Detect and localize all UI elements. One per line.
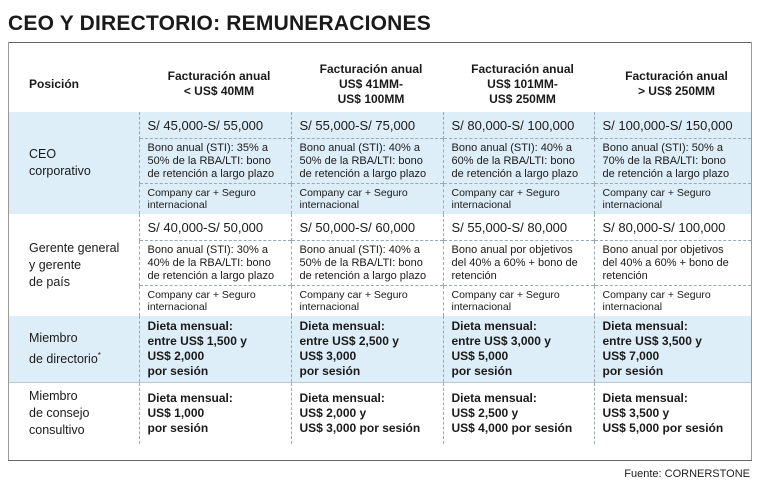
column-header-position: Posición	[29, 76, 80, 91]
table-row-gerente-salary	[9, 214, 751, 241]
row-label-directorio	[9, 316, 139, 382]
ceo-bonus-1: Bono anual (STI): 35% a 50% de la RBA/LTI: bono de retención a largo plazo	[139, 139, 291, 184]
table-row-directorio	[9, 316, 751, 382]
gerente-salary-3: S/ 55,000-S/ 80,000	[443, 214, 594, 241]
consejo-dieta-2: Dieta mensual: US$ 2,000 y US$ 3,000 por sesión	[291, 382, 443, 444]
row-label-directorio-text: Miembro de directorio	[29, 330, 98, 366]
gerente-bonus-1: Bono anual (STI): 30% a 40% de la RBA/LTI: bono de retención a largo plazo	[139, 241, 291, 286]
ceo-salary-3: S/ 80,000-S/ 100,000	[443, 112, 594, 139]
ceo-benefits-1: Company car + Seguro internacional	[139, 184, 291, 215]
column-header-tier-3: Facturación anual US$ 101MM- US$ 250MM	[471, 61, 574, 106]
source-credit: Fuente: CORNERSTONE	[624, 468, 750, 480]
consejo-dieta-4: Dieta mensual: US$ 3,500 y US$ 5,000 por sesión	[594, 382, 751, 444]
column-header-tier-1: Facturación anual < US$ 40MM	[167, 69, 271, 98]
gerente-salary-4: S/ 80,000-S/ 100,000	[594, 214, 751, 241]
ceo-salary-1: S/ 45,000-S/ 55,000	[139, 112, 291, 139]
gerente-salary-1: S/ 40,000-S/ 50,000	[139, 214, 291, 241]
ceo-bonus-4: Bono anual (STI): 50% a 70% de la RBA/LTI: bono de retención a largo plazo	[594, 139, 751, 184]
gerente-benefits-2: Company car + Seguro internacional	[291, 286, 443, 317]
row-label-consejo: Miembro de consejo consultivo	[9, 382, 139, 444]
table-header-row	[9, 56, 751, 112]
remuneration-table	[9, 56, 751, 444]
ceo-bonus-2: Bono anual (STI): 40% a 50% de la RBA/LTI: bono de retención a largo plazo	[291, 139, 443, 184]
gerente-benefits-4: Company car + Seguro internacional	[594, 286, 751, 317]
ceo-salary-4: S/ 100,000-S/ 150,000	[594, 112, 751, 139]
row-label-gerente: Gerente general y gerente de país	[29, 240, 120, 289]
bottom-rule	[8, 460, 752, 461]
directorio-dieta-4: Dieta mensual: entre US$ 3,500 y US$ 7,000 por sesión	[594, 316, 751, 382]
ceo-benefits-3: Company car + Seguro internacional	[443, 184, 594, 215]
gerente-benefits-3: Company car + Seguro internacional	[443, 286, 594, 317]
top-rule	[8, 42, 752, 43]
footnote-mark: *	[97, 350, 101, 360]
directorio-dieta-2: Dieta mensual: entre US$ 2,500 y US$ 3,000 por sesión	[291, 316, 443, 382]
ceo-benefits-4: Company car + Seguro internacional	[594, 184, 751, 215]
table-row-ceo-salary	[9, 112, 751, 139]
table-row-consejo	[9, 382, 751, 444]
gerente-bonus-2: Bono anual (STI): 40% a 50% de la RBA/LTI: bono de retención a largo plazo	[291, 241, 443, 286]
consejo-dieta-1: Dieta mensual: US$ 1,000 por sesión	[139, 382, 291, 444]
gerente-salary-2: S/ 50,000-S/ 60,000	[291, 214, 443, 241]
gerente-bonus-4: Bono anual por objetivos del 40% a 60% + bono de retención	[594, 241, 751, 286]
ceo-salary-2: S/ 55,000-S/ 75,000	[291, 112, 443, 139]
ceo-bonus-3: Bono anual (STI): 40% a 60% de la RBA/LTI: bono de retención a largo plazo	[443, 139, 594, 184]
column-header-tier-2: Facturación anual US$ 41MM- US$ 100MM	[319, 61, 423, 106]
ceo-benefits-2: Company car + Seguro internacional	[291, 184, 443, 215]
gerente-benefits-1: Company car + Seguro internacional	[139, 286, 291, 317]
gerente-bonus-3: Bono anual por objetivos del 40% a 60% + bono de retención	[443, 241, 594, 286]
directorio-dieta-1: Dieta mensual: entre US$ 1,500 y US$ 2,000 por sesión	[139, 316, 291, 382]
row-label-ceo: CEO corporativo	[29, 147, 91, 178]
frame-right	[751, 42, 752, 460]
page-title: CEO Y DIRECTORIO: REMUNERACIONES	[8, 12, 431, 35]
column-header-tier-4: Facturación anual > US$ 250MM	[625, 69, 728, 98]
consejo-dieta-3: Dieta mensual: US$ 2,500 y US$ 4,000 por sesión	[443, 382, 594, 444]
directorio-dieta-3: Dieta mensual: entre US$ 3,000 y US$ 5,000 por sesión	[443, 316, 594, 382]
